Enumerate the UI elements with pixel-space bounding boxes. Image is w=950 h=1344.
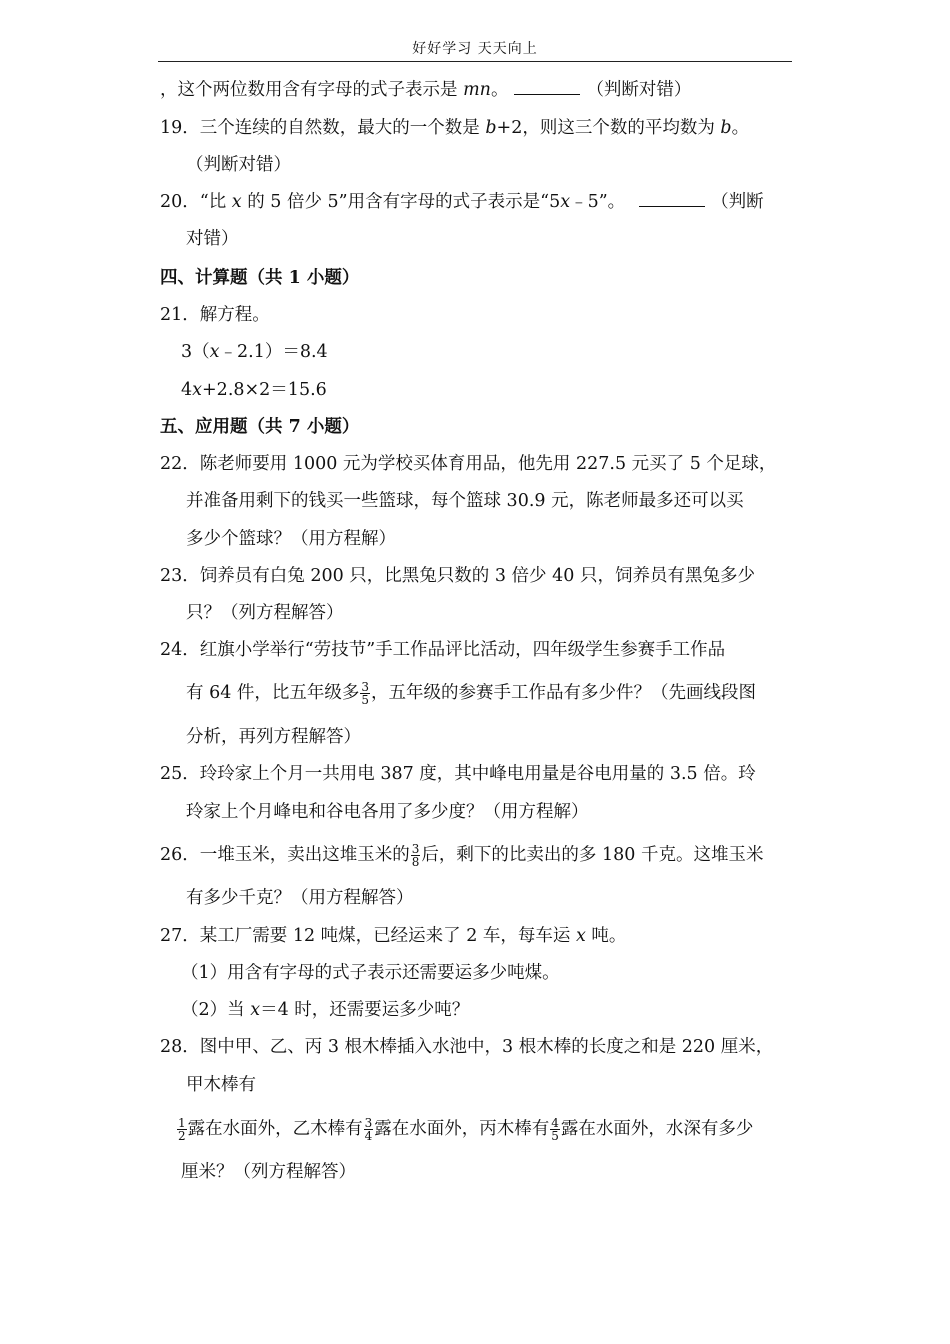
question-27-part-1: （1）用含有字母的式子表示还需要运多少吨煤。	[181, 963, 560, 983]
question-25-line-2: 玲家上个月峰电和谷电各用了多少度？（用方程解）	[186, 802, 589, 822]
question-22-line-3: 多少个篮球？（用方程解）	[186, 529, 396, 549]
question-23-line-2: 只？（列方程解答）	[186, 603, 344, 623]
fraction: $\frac{4}{5}$	[551, 1116, 559, 1143]
question-24-line-1: 24．红旗小学举行“劳技节”手工作品评比活动，四年级学生参赛手工作品	[160, 640, 726, 660]
answer-blank[interactable]	[514, 78, 580, 95]
question-28-line-2: 甲木棒有	[186, 1075, 256, 1095]
question-22-line-2: 并准备用剩下的钱买一些篮球，每个篮球 30.9 元，陈老师最多还可以买	[186, 491, 744, 511]
fraction: $\frac{3}{8}$	[411, 842, 420, 869]
question-21: 21．解方程。	[160, 305, 270, 325]
fraction: $\frac{1}{2}$	[178, 1116, 186, 1143]
section-heading-calculation: 四、计算题（共 1 小题）	[160, 268, 360, 288]
question-26-line-2: 有多少千克？（用方程解答）	[186, 888, 414, 908]
answer-blank[interactable]	[639, 190, 705, 207]
question-22-line-1: 22．陈老师要用 1000 元为学校买体育用品，他先用 227.5 元买了 5 个足球，	[160, 454, 777, 474]
question-28-line-3: $\frac{1}{2}$ 露在水面外，乙木棒有 $\frac{3}{4}$ 露在水面外，丙木棒有 $\frac{4}{5}$ 露在水面外，水深有多少	[178, 1116, 754, 1143]
fraction: $\frac{3}{4}$	[364, 1116, 373, 1143]
question-18-line-2: ，这个两位数用含有字母的式子表示是 mn。 （判断对错）	[160, 80, 692, 100]
question-27-part-2: （2）当 x＝4 时，还需要运多少吨？	[181, 1000, 470, 1020]
question-27: 27．某工厂需要 12 吨煤，已经运来了 2 车，每车运 x 吨。	[160, 926, 627, 946]
question-28-line-4: 厘米？（列方程解答）	[181, 1162, 356, 1182]
question-26-line-1: 26．一堆玉米，卖出这堆玉米的 $\frac{3}{8}$ 后，剩下的比卖出的多 180 千克。这堆玉米	[160, 842, 764, 869]
question-20-line-2: 对错）	[186, 229, 239, 249]
question-28-line-1: 28．图中甲、乙、丙 3 根木棒插入水池中，3 根木棒的长度之和是 220 厘米，	[160, 1037, 774, 1057]
fraction: $\frac{3}{5}$	[361, 680, 370, 707]
question-23-line-1: 23．饲养员有白兔 200 只，比黑兔只数的 3 倍少 40 只，饲养员有黑兔多少	[160, 566, 755, 586]
page-header: 好好学习 天天向上	[412, 41, 538, 57]
question-24-line-3: 分析，再列方程解答）	[186, 727, 361, 747]
question-24-line-2: 有 64 件，比五年级多 $\frac{3}{5}$ ，五年级的参赛手工作品有多少件？（先画线段图	[186, 680, 757, 707]
equation-2: 4x+2.8×2＝15.6	[181, 380, 327, 400]
header-divider	[158, 61, 792, 62]
question-19-line-2: （判断对错）	[186, 155, 291, 175]
question-25-line-1: 25．玲玲家上个月一共用电 387 度，其中峰电用量是谷电用量的 3.5 倍。玲	[160, 764, 756, 784]
question-19-line-1: 19．三个连续的自然数，最大的一个数是 b+2，则这三个数的平均数为 b。	[160, 118, 750, 138]
section-heading-application: 五、应用题（共 7 小题）	[160, 417, 360, 437]
question-20-line-1: 20．“比 x 的 5 倍少 5”用含有字母的式子表示是“5x﹣5”。 （判断	[160, 192, 764, 212]
equation-1: 3（x﹣2.1）＝8.4	[181, 342, 328, 362]
